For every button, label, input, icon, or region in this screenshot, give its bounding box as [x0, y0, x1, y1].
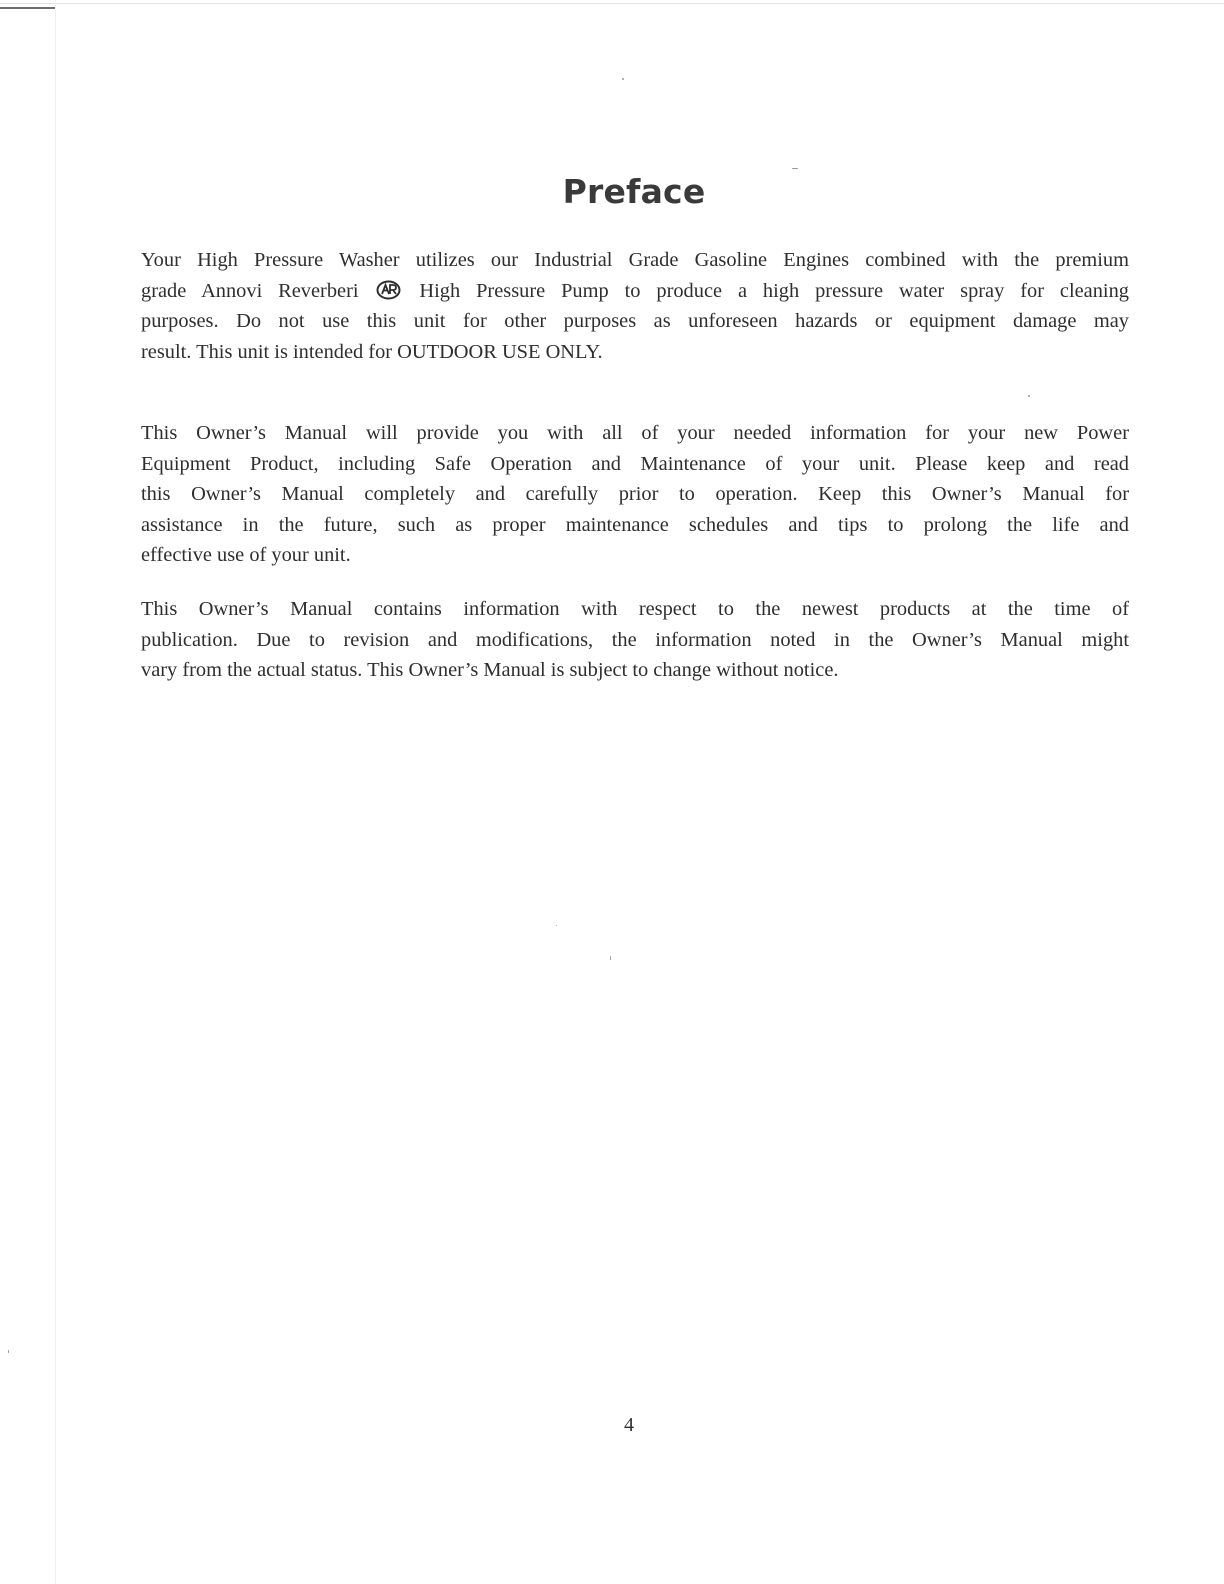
page-number: 4 — [624, 1414, 634, 1436]
paragraph-line: Equipment Product, including Safe Operation and Maintenance of your unit. Please keep and read — [141, 452, 1129, 475]
scan-speck — [8, 1350, 9, 1353]
paragraph-line: This Owner’s Manual will provide you with all of your needed information for your new Power — [141, 422, 1129, 444]
preface-paragraph-2 — [141, 418, 1129, 571]
paragraph-line: This Owner’s Manual contains information with respect to the newest products at the time of — [141, 598, 1129, 620]
scan-left-edge — [55, 0, 56, 1584]
paragraph-line: publication. Due to revision and modifications, the information noted in the Owner’s Manual might — [141, 628, 1129, 651]
annovi-reverberi-logo-icon — [376, 280, 401, 300]
paragraph-line: assistance in the future, such as proper maintenance schedules and tips to prolong the life and — [141, 513, 1129, 536]
paragraph-line: Your High Pressure Washer utilizes our Industrial Grade Gasoline Engines combined with the premium — [141, 249, 1129, 271]
paragraph-line: effective use of your unit. — [141, 544, 351, 566]
scan-speck — [1028, 395, 1030, 397]
preface-paragraph-3 — [141, 594, 1129, 686]
scan-speck — [792, 168, 798, 169]
paragraph-line: result. This unit is intended for OUTDOOR USE ONLY. — [141, 340, 603, 363]
scan-speck — [622, 78, 624, 80]
paragraph-line: vary from the actual status. This Owner’s Manual is subject to change without notice. — [141, 659, 839, 681]
paragraph-text-segment: grade Annovi Reverberi — [141, 279, 359, 302]
scan-left-mark — [0, 7, 56, 9]
paragraph-line-with-logo — [141, 276, 1129, 307]
preface-paragraph-1 — [141, 245, 1129, 367]
scan-top-edge — [0, 3, 1224, 4]
scan-speck — [556, 925, 557, 926]
paragraph-text-segment: High Pressure Pump to produce a high pressure water spray for cleaning — [419, 279, 1129, 302]
scan-speck — [610, 956, 611, 960]
page-title: Preface — [562, 172, 706, 211]
paragraph-line: this Owner’s Manual completely and carefully prior to operation. Keep this Owner’s Manual for — [141, 483, 1129, 505]
paragraph-line: purposes. Do not use this unit for other purposes as unforeseen hazards or equipment damage may — [141, 310, 1129, 332]
